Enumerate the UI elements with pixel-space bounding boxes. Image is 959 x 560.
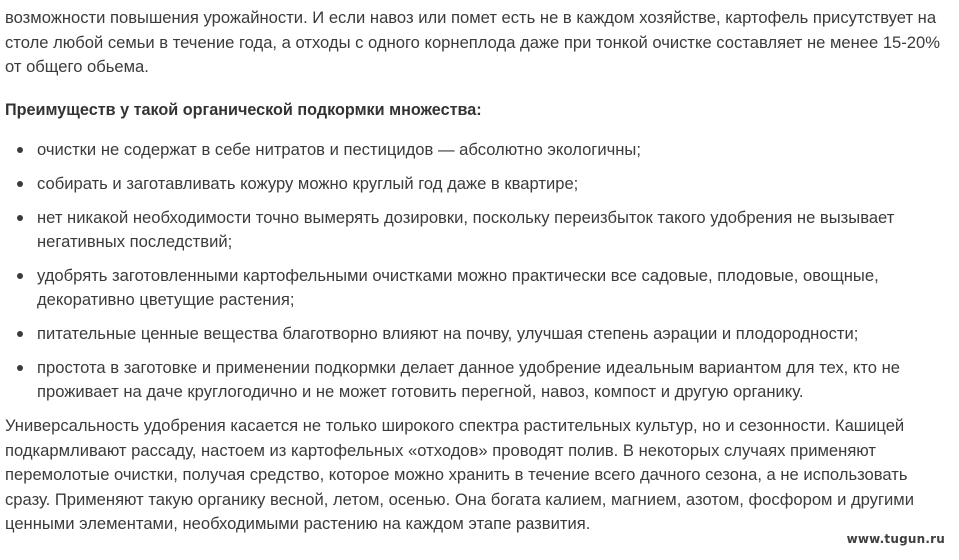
bullet-icon xyxy=(17,365,23,371)
final-paragraph: Универсальность удобрения касается не только широкого спектра растительных культур, но и сезонности. Кашицей подкармливают рассаду, настоем из картофельных «отходов» проводят полив. В некоторых случаях применяют перемолотые очистки, получая средство, которое можно хранить в течение всего дачного сезона, а не использовать сразу. Применяют такую органику весной, летом, осенью. Она богата калием, магнием, азотом, фосфором и другими ценными элементами, необходимыми растению на каждом этапе развития. xyxy=(5,416,914,534)
list-item-text: нет никакой необходимости точно вымерять дозировки, поскольку переизбыток такого удобрения не вызывает негативных последствий; xyxy=(37,207,895,252)
list-item-text: собирать и заготавливать кожуру можно круглый год даже в квартире; xyxy=(37,173,579,193)
list-item xyxy=(5,264,953,313)
list-item-text: питательные ценные вещества благотворно влияют на почву, улучшая степень аэрации и плодородности; xyxy=(37,324,859,344)
bullet-icon xyxy=(17,273,23,279)
bullet-icon xyxy=(17,147,23,153)
article-body xyxy=(5,0,953,537)
list-item-text: удобрять заготовленными картофельными очистками можно практически все садовые, плодовые, овощные, декоративно цветущие растения; xyxy=(37,265,879,310)
bullet-icon xyxy=(17,331,23,337)
benefits-list xyxy=(5,138,953,405)
bullet-icon xyxy=(17,181,23,187)
list-item xyxy=(5,206,953,255)
list-item xyxy=(5,356,953,405)
list-item xyxy=(5,138,953,163)
bullet-icon xyxy=(17,215,23,221)
list-item-text: простота в заготовке и применении подкормки делает данное удобрение идеальным вариантом для тех, кто не проживает на даче круглогодично и не может готовить перегной, навоз, компост и другую органику. xyxy=(37,357,900,402)
list-item xyxy=(5,172,953,197)
intro-paragraph: возможности повышения урожайности. И если навоз или помет есть не в каждом хозяйстве, картофель присутствует на столе любой семьи в течение года, а отходы с одного корнеплода даже при тонкой очистке составляет не менее 15-20% от общего обьема. xyxy=(5,8,941,76)
site-watermark: www.tugun.ru xyxy=(846,532,945,546)
list-item xyxy=(5,322,953,347)
list-item-text: очистки не содержат в себе нитратов и пестицидов — абсолютно экологичны; xyxy=(37,140,641,159)
benefits-heading: Преимуществ у такой органической подкормки множества: xyxy=(5,100,482,119)
